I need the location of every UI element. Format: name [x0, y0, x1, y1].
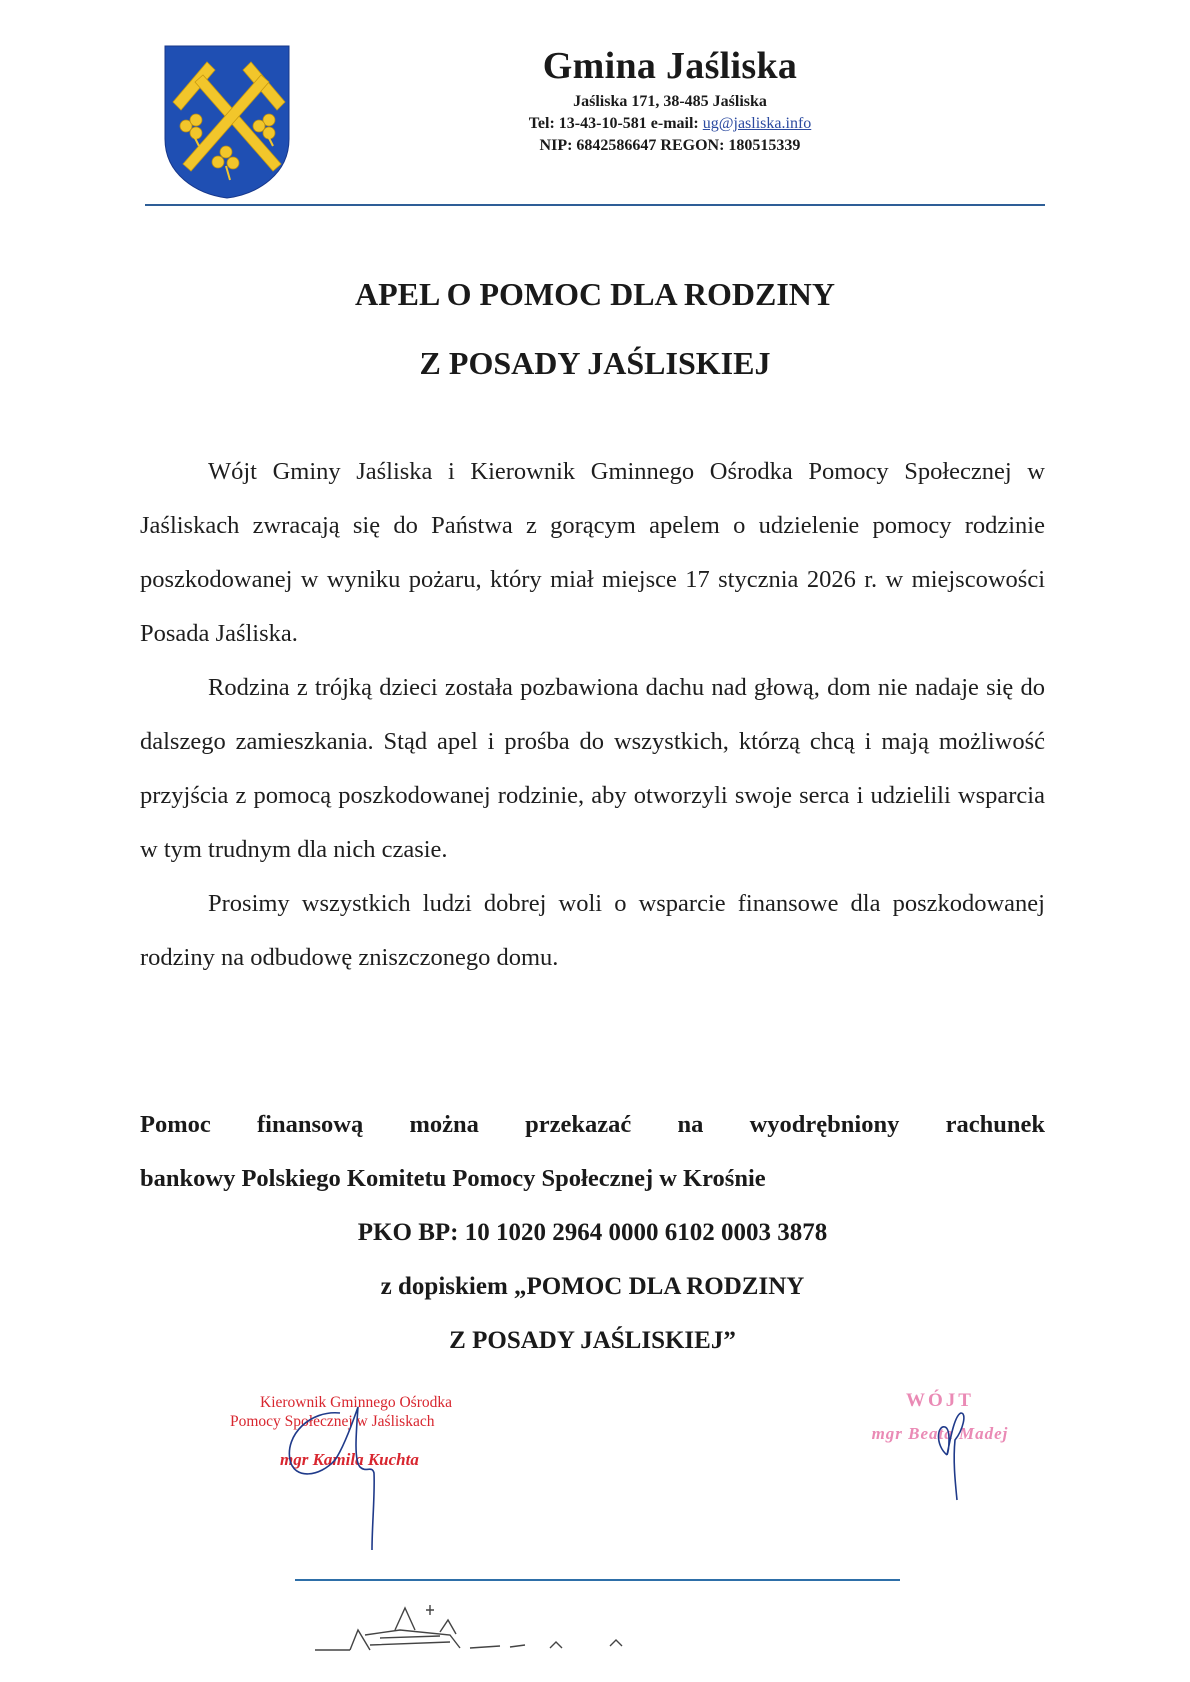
org-contact: [420, 115, 920, 133]
stamp-left: [230, 1393, 530, 1469]
paragraph: Rodzina z trójką dzieci została pozbawiona dachu nad głową, dom nie nadaje się do dalszego zamieszkania. Stąd apel i prośba do wszystkich, którzą chcą i mają możliwość przyjścia z pomocą poszkodowanej rodzinie, aby otworzyli swoje serca i udzielili wsparcia w tym trudnym dla nich czasie.: [140, 674, 1045, 863]
tel-label: Tel: 13-43-10-581 e-mail:: [528, 115, 703, 132]
transfer-note-line1: z dopiskiem „POMOC DLA RODZINY: [380, 1273, 805, 1300]
org-address: Jaśliska 171, 38-485 Jaśliska: [573, 93, 767, 110]
paragraph: Wójt Gminy Jaśliska i Kierownik Gminnego Ośrodka Pomocy Społecznej w Jaśliskach zwracają się do Państwa z gorącym apelem o udzielenie pomocy rodzinie poszkodowanej w wyniku pożaru, który miał miejsce 17 stycznia 2026 r. w miejscowości Posada Jaśliska.: [140, 458, 1045, 647]
paragraph: Prosimy wszystkich ludzi dobrej woli o wsparcie finansowe dla poszkodowanej rodziny na odbudowę zniszczonego domu.: [140, 890, 1045, 971]
stamp-right-name: mgr Beata Madej: [871, 1424, 1009, 1443]
transfer-note-line2: Z POSADY JAŚLISKIEJ”: [449, 1327, 736, 1354]
email-link[interactable]: ug@jasliska.info: [702, 115, 812, 132]
document-title-line2: Z POSADY JAŚLISKIEJ: [419, 345, 771, 381]
document-title-line1: APEL O POMOC DLA RODZINY: [354, 276, 836, 312]
payment-line1: Pomoc finansową można przekazać na wyodrębniony rachunek: [140, 1111, 1045, 1138]
stamp-left-line1: Kierownik Gminnego Ośrodka: [260, 1394, 452, 1411]
footer-divider: [295, 1579, 900, 1581]
org-name: Gmina Jaśliska: [542, 45, 798, 87]
payment-info: [140, 1098, 1045, 1206]
header-divider: [145, 204, 1045, 206]
church-sketch-icon: [310, 1600, 710, 1660]
coat-of-arms-icon: [163, 44, 293, 200]
stamp-right-title: WÓJT: [906, 1390, 974, 1411]
payment-line2: bankowy Polskiego Komitetu Pomocy Społecznej w Krośnie: [140, 1165, 766, 1192]
stamp-right: [840, 1390, 1040, 1444]
body-text: [140, 445, 1045, 985]
org-ids: NIP: 6842586647 REGON: 180515339: [539, 137, 801, 154]
bank-account: PKO BP: 10 1020 2964 0000 6102 0003 3878: [357, 1219, 828, 1246]
stamp-left-name: mgr Kamila Kuchta: [280, 1450, 419, 1469]
stamp-left-line2: Pomocy Społecznej w Jaśliskach: [230, 1413, 435, 1430]
